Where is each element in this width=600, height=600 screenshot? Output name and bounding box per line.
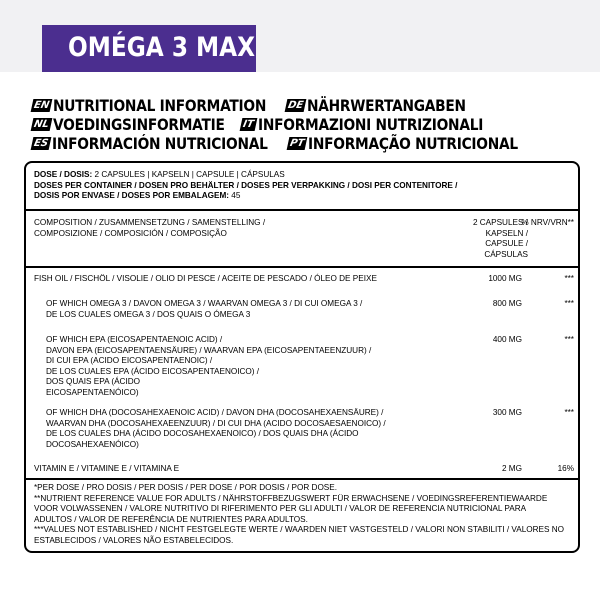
footnote-line-2: **NUTRIENT REFERENCE VALUE FOR ADULTS / NÄHRSTOFFBEZUGSWERT FÜR ERWACHSENE / VOEDINGSREFERENTIEWAARDE xyxy=(34,493,548,503)
dose-value: 2 CAPSULES | KAPSELN | CAPSULE | CÁPSULAS xyxy=(92,170,285,179)
epa-name-line-4: DE LOS CUALES EPA (ÁCIDO EICOSAPENTAENOICO) / xyxy=(46,366,260,376)
divider xyxy=(26,209,578,211)
omega3-name xyxy=(46,299,362,320)
lang-badge-it: IT xyxy=(240,118,257,131)
lang-badge-nl: NL xyxy=(31,118,53,131)
heading-en: NUTRITIONAL INFORMATION xyxy=(53,96,267,115)
heading-es: INFORMACIÓN NUTRICIONAL xyxy=(52,134,268,153)
dha-name-line-3: DE LOS CUALES DHA (ÁCIDO DOCOSAHEXAENOICO) / DOS QUAIS DHA (ÁCIDO xyxy=(46,429,359,439)
heading-line-1 xyxy=(32,96,555,115)
doses-per-container-value: 45 xyxy=(229,191,241,201)
vitamin-e-amount: 2 MG xyxy=(501,464,522,473)
epa-name-line-5: DOS QUAIS EPA (ÁCIDO xyxy=(46,377,141,387)
epa-name-line-6: EICOSAPENTAENÓICO) xyxy=(46,387,139,397)
doses-per-container-label-1: DOSES PER CONTAINER / DOSEN PRO BEHÄLTER / DOSES PER VERPAKKING / DOSI PER CONTENITORE / xyxy=(34,180,458,190)
heading-it: INFORMAZIONI NUTRIZIONALI xyxy=(257,115,483,134)
dose-label: DOSE / DOSIS: xyxy=(34,170,93,179)
footnote-line-1: *PER DOSE / PRO DOSIS / PER DOSIS / PER DOSE / POR DOSIS / POR DOSE. xyxy=(34,483,338,492)
header-per-dose-line-3: CAPSULE / xyxy=(485,239,528,249)
lang-badge-de: DE xyxy=(285,99,307,112)
product-title: OMÉGA 3 MAX xyxy=(68,32,256,63)
header-per-dose-line-1: 2 CAPSULES / xyxy=(472,218,528,227)
dose-info xyxy=(34,170,574,202)
divider xyxy=(26,478,578,480)
footnote-line-5: ***VALUES NOT ESTABLISHED / NICHT FESTGELEGTE WERTE / WAARDEN NIET VASTGESTELD / VALORI NON STABILITI / VALORES NO xyxy=(34,525,565,535)
header-composition-line-1: COMPOSITION / ZUSAMMENSETZUNG / SAMENSTELLING / xyxy=(34,218,266,227)
heading-line-2 xyxy=(32,115,555,134)
lang-badge-pt: PT xyxy=(286,137,307,150)
footnote-line-6: ESTABLECIDOS / VALORES NÃO ESTABELECIDOS. xyxy=(34,535,234,545)
footnote-line-3: VOOR VOLWASSENEN / VALORE NUTRITIVO DI RIFERIMENTO PER GLI ADULTI / VALOR DE REFERENCIA NUTRICIONAL PARA xyxy=(34,504,527,514)
doses-per-container-label-2: DOSIS POR ENVASE / DOSES POR EMBALAGEM: xyxy=(34,191,230,201)
omega3-amount: 800 MG xyxy=(492,299,522,308)
lang-badge-es: ES xyxy=(31,137,52,150)
fish-oil-amount: 1000 MG xyxy=(488,274,522,283)
vitamin-e-nrv: 16% xyxy=(557,464,574,473)
omega3-name-line-1: OF WHICH OMEGA 3 / DAVON OMEGA 3 / WAARVAN OMEGA 3 / DI CUI OMEGA 3 / xyxy=(46,299,363,308)
heading-pt: INFORMAÇÃO NUTRICIONAL xyxy=(307,134,518,153)
epa-name-line-2: DAVON EPA (EICOSAPENTAENSÄURE) / WAARVAN EPA (EICOSAPENTAEENZUUR) / xyxy=(46,345,372,355)
dha-name-line-1: OF WHICH DHA (DOCOSAHEXAENOIC ACID) / DAVON DHA (DOCOSAHEXAENSÄURE) / xyxy=(46,408,384,417)
dha-name-line-2: WAARVAN DHA (DOCOSAHEXAEENZUUR) / DI CUI DHA (ACIDO DOCOSAESAENOICO) / xyxy=(46,418,386,428)
fish-oil-nrv: *** xyxy=(564,274,574,283)
fish-oil-name: FISH OIL / FISCHÖL / VISOLIE / OLIO DI PESCE / ACEITE DE PESCADO / ÓLEO DE PEIXE xyxy=(34,274,377,283)
heading-de: NÄHRWERTANGABEN xyxy=(307,96,466,115)
dha-amount: 300 MG xyxy=(492,408,522,417)
vitamin-e-name: VITAMIN E / VITAMINE E / VITAMINA E xyxy=(34,464,180,473)
header-composition xyxy=(34,218,265,239)
epa-name-line-3: DI CUI EPA (ACIDO EICOSAPENTAENOIC) / xyxy=(46,356,213,366)
dha-name xyxy=(46,408,386,450)
lang-badge-en: EN xyxy=(31,99,53,112)
divider xyxy=(26,266,578,268)
nutrition-headings xyxy=(32,96,555,153)
footnotes xyxy=(34,483,570,547)
footnote-line-4: ADULTOS / VALOR DE REFERÊNCIA DE NUTRIENTES PARA ADULTOS. xyxy=(34,514,308,524)
header-per-dose-line-4: CÁPSULAS xyxy=(484,249,528,259)
epa-name xyxy=(46,335,371,399)
heading-nl: VOEDINGSINFORMATIE xyxy=(52,115,225,134)
dha-nrv: *** xyxy=(564,408,574,417)
header-composition-line-2: COMPOSIZIONE / COMPOSICIÓN / COMPOSIÇÃO xyxy=(34,228,227,238)
product-title-tab xyxy=(42,25,256,72)
header-per-dose-line-2: KAPSELN / xyxy=(485,228,528,238)
nutrition-table-panel xyxy=(24,161,580,553)
epa-amount: 400 MG xyxy=(492,335,522,344)
dha-name-line-4: DOCOSAHEXAENÓICO) xyxy=(46,439,139,449)
omega3-name-line-2: DE LOS CUALES OMEGA 3 / DOS QUAIS O ÓMEGA 3 xyxy=(46,309,251,319)
epa-nrv: *** xyxy=(564,335,574,344)
heading-line-3 xyxy=(32,134,555,153)
omega3-nrv: *** xyxy=(564,299,574,308)
header-nrv: % NRV/VRN** xyxy=(521,218,574,227)
epa-name-line-1: OF WHICH EPA (EICOSAPENTAENOIC ACID) / xyxy=(46,335,223,344)
